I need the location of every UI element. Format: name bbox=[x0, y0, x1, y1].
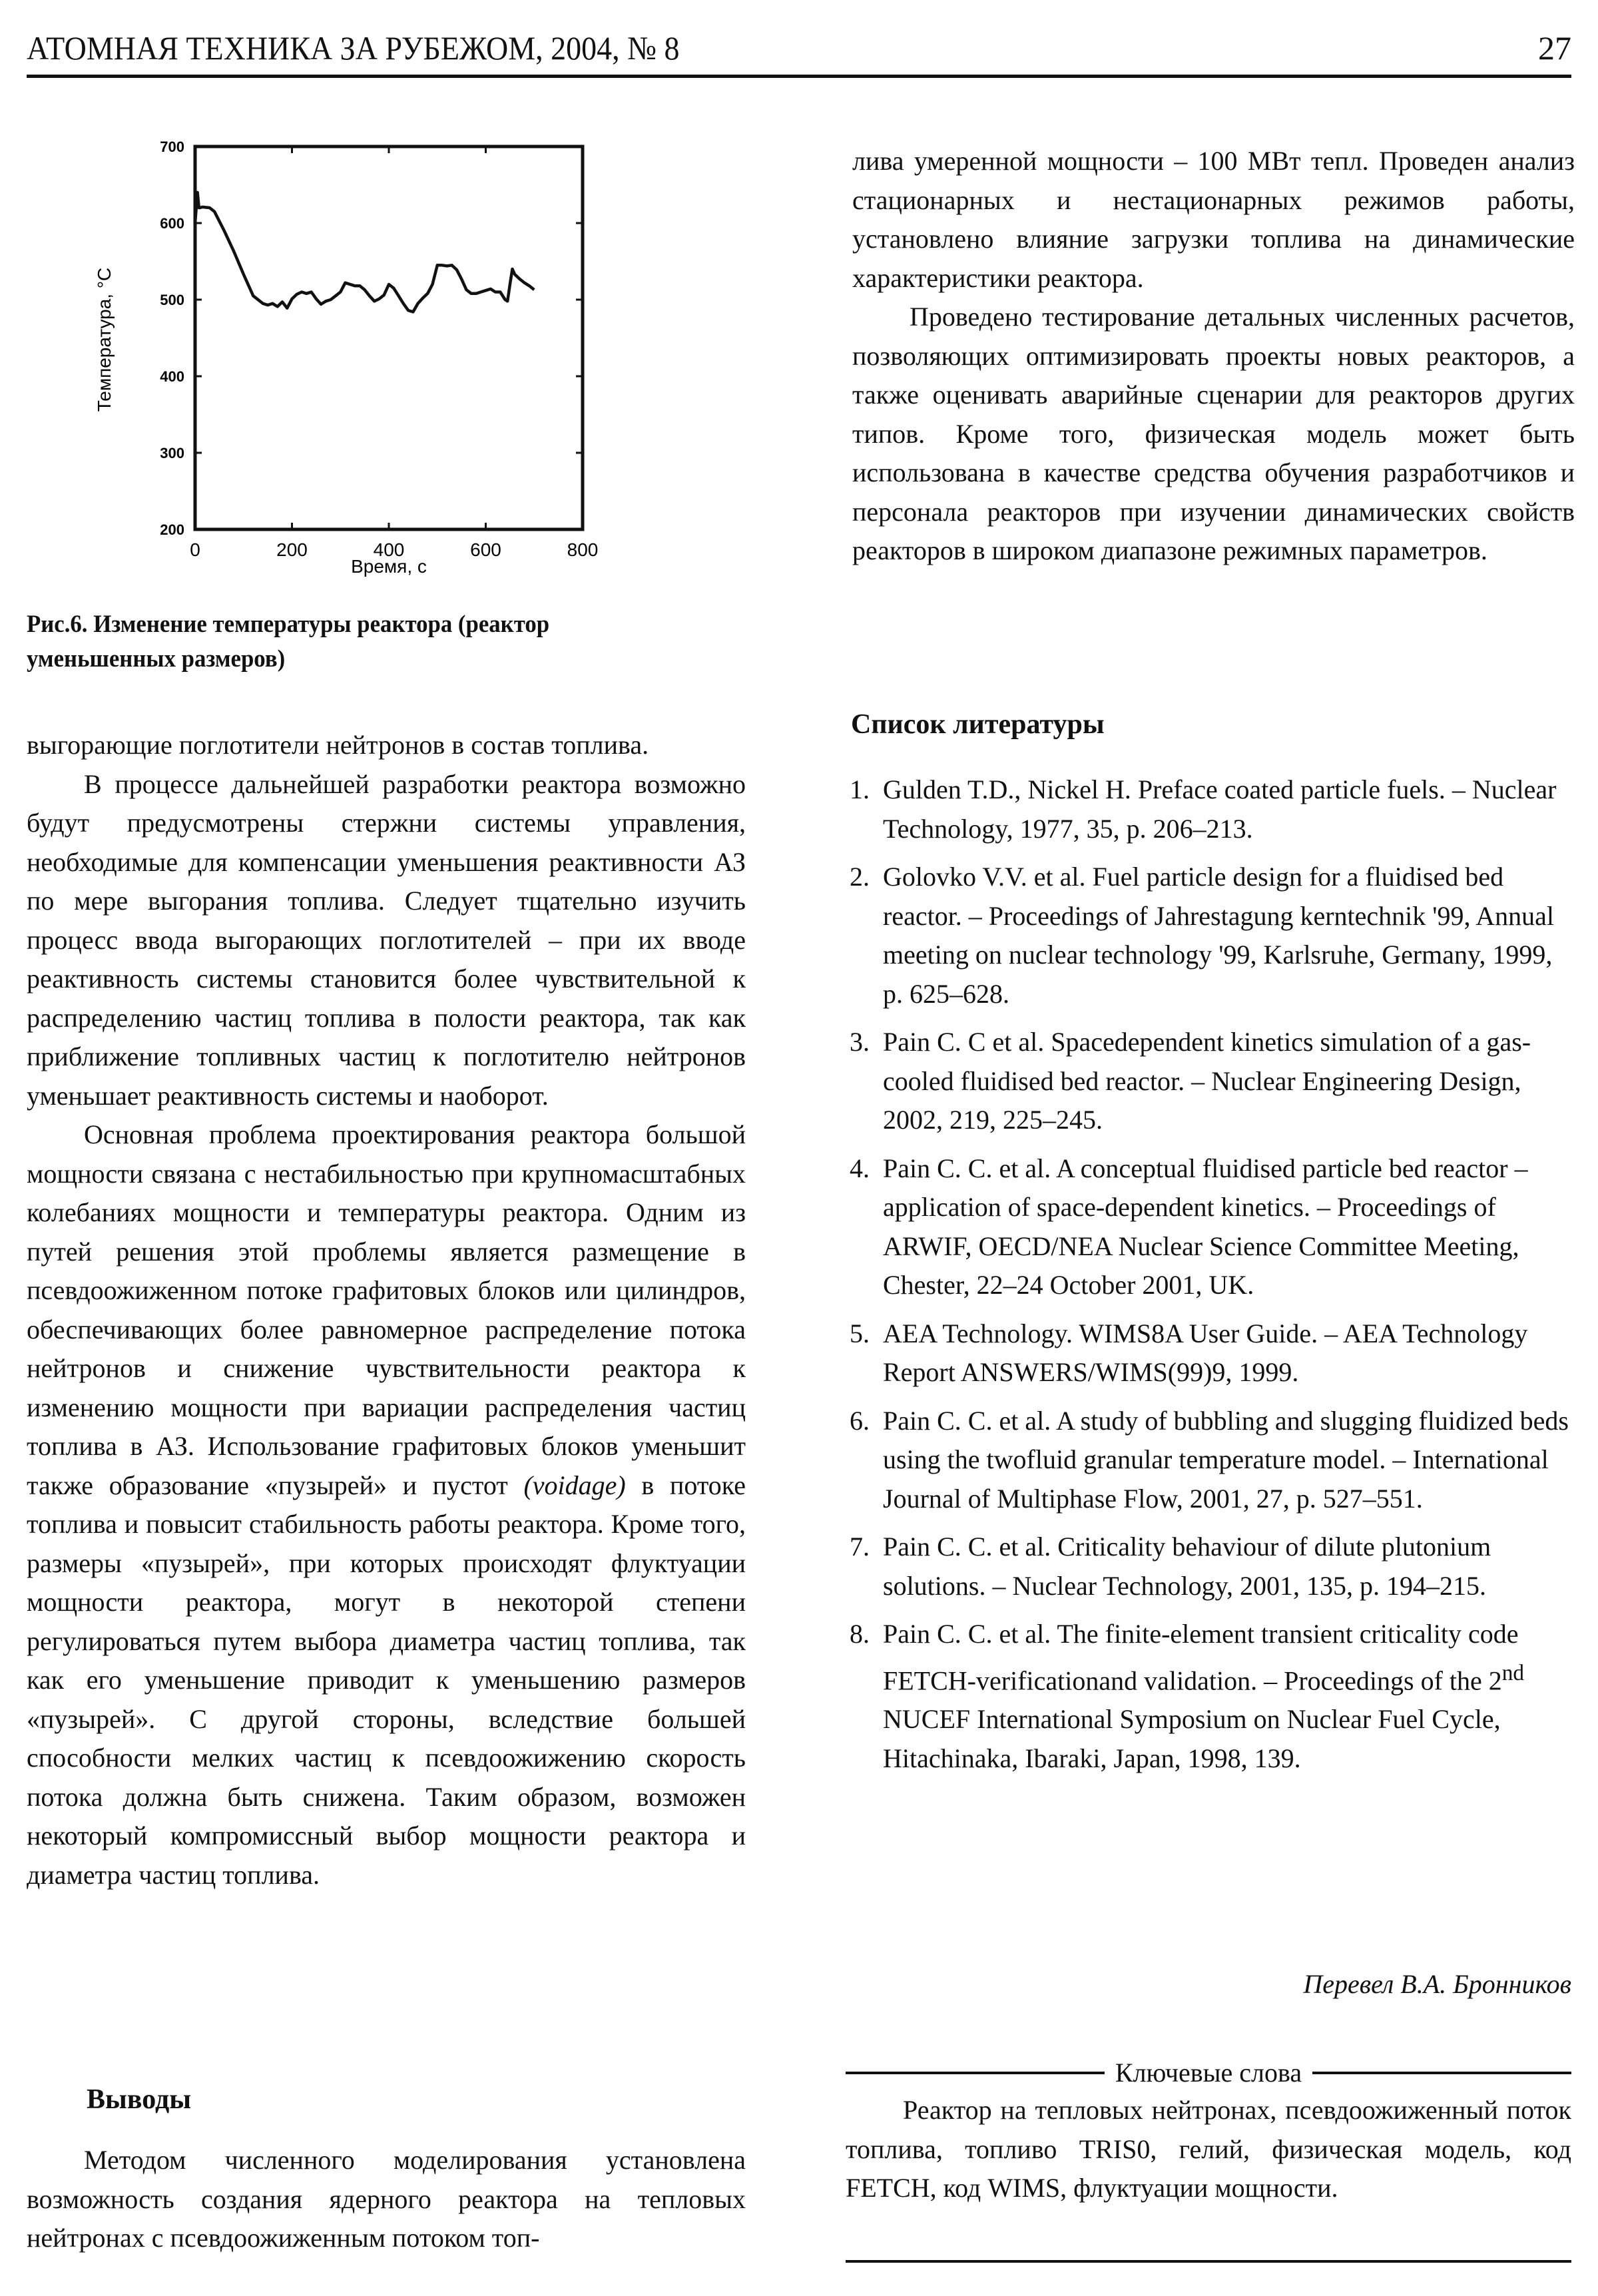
left-column-text bbox=[27, 726, 746, 1894]
y-tick-label: 400 bbox=[160, 368, 184, 385]
reference-item bbox=[850, 770, 1575, 848]
keywords-text: Реактор на тепловых нейтронах, псевдоожиженный поток топлива, топливо TRIS0, гелий, физическая модель, код FETCH, код WIMS, флуктуации мощности. bbox=[846, 2095, 1571, 2203]
journal-title: АТОМНАЯ ТЕХНИКА ЗА РУБЕЖОМ, 2004, № 8 bbox=[27, 29, 680, 67]
keywords-header bbox=[846, 2056, 1571, 2090]
reference-item bbox=[850, 1615, 1575, 1778]
reference-item bbox=[850, 1402, 1575, 1519]
x-tick-label: 800 bbox=[567, 539, 599, 560]
references-list bbox=[850, 770, 1575, 1787]
reference-text: Pain C. C. et al. A study of bubbling and slugging fluidized beds using the twofluid granular temperature model. – International Journal of Multiphase Flow, 2001, 27, p. 527–551. bbox=[883, 1405, 1569, 1514]
x-tick-label: 600 bbox=[470, 539, 501, 560]
reference-item bbox=[850, 1023, 1575, 1140]
divider bbox=[846, 2260, 1571, 2263]
references-heading: Список литературы bbox=[851, 709, 1105, 740]
x-axis-label: Время, с bbox=[351, 556, 427, 577]
divider bbox=[846, 2072, 1105, 2074]
reference-text: NUCEF International Symposium on Nuclear Fuel Cycle, Hitachinaka, Ibaraki, Japan, 1998, 139. bbox=[883, 1704, 1501, 1773]
paragraph: В процессе дальнейшей разработки реактора возможно будут предусмотрены стержни системы управления, необходимые для компенсации уменьшения реактивности АЗ по мере выгорания топлива. Следует тщательно изучить процесс ввода выгорающих поглотителей – при их вводе реактивность системы становится более чувствительной к распределению частиц топлива в полости реактора, так как приближение топливных частиц к поглотителю нейтронов уменьшает реактивность системы и наоборот. bbox=[27, 768, 746, 1111]
conclusions-text bbox=[27, 2141, 746, 2258]
reference-text: Pain C. C. et al. The finite-element transient criticality code FETCH-verificationand validation. – Proceedings of the 2 bbox=[883, 1619, 1519, 1695]
reference-number: 6. bbox=[850, 1405, 870, 1436]
reference-number: 4. bbox=[850, 1153, 870, 1183]
superscript: nd bbox=[1501, 1660, 1525, 1685]
paragraph-text: в потоке топлива и повысит стабильность работы реактора. Кроме того, размеры «пузырей», при которых происходят флуктуации мощности реактора, могут в некоторой степени регулироваться путем выбора диаметра частиц топлива, так как его уменьшение приводит к уменьшению размеров «пузырей». С другой стороны, вследствие большей способности мелких частиц к псевдоожижению скорость потока должна быть снижена. Таким образом, возможен некоторый компромиссный выбор мощности реактора и диаметра частиц топлива. bbox=[27, 1470, 746, 1890]
y-tick-label: 300 bbox=[160, 445, 184, 461]
reference-number: 2. bbox=[850, 862, 870, 892]
translator-credit: Перевел В.А. Бронников bbox=[1303, 1969, 1571, 1999]
x-tick-label: 200 bbox=[276, 539, 308, 560]
paragraph: Проведено тестирование детальных численных расчетов, позволяющих оптимизировать проекты новых реакторов, а также оценивать аварийные сценарии для реакторов других типов. Кроме того, физическая модель может быть использована в качестве средства обучения разработчиков и персонала реакторов при изучении динамических свойств реакторов в широком диапазоне режимных параметров. bbox=[852, 302, 1575, 565]
conclusions-heading: Выводы bbox=[87, 2084, 192, 2115]
y-axis-label: Температура, °С bbox=[94, 267, 115, 412]
right-column-text bbox=[852, 142, 1575, 571]
y-tick-label: 700 bbox=[160, 139, 184, 155]
reference-text: Pain C. C. et al. Criticality behaviour of dilute plutonium solutions. – Nuclear Technology, 2001, 135, p. 194–215. bbox=[883, 1532, 1491, 1601]
reference-text: Pain C. C. et al. A conceptual fluidised particle bed reactor – application of space-dependent kinetics. – Proceedings of ARWIF, OECD/NEA Nuclear Science Committee Meeting, Chester, 22–24 October 2001, UK. bbox=[883, 1153, 1528, 1300]
reference-item bbox=[850, 1149, 1575, 1305]
plot-frame bbox=[195, 146, 583, 529]
reference-item bbox=[850, 858, 1575, 1013]
paragraph: выгорающие поглотители нейтронов в состав топлива. bbox=[27, 730, 649, 760]
figure-caption: Рис.6. Изменение температуры реактора (реактор уменьшенных размеров) bbox=[27, 611, 550, 673]
reference-item bbox=[850, 1314, 1575, 1392]
reference-number: 3. bbox=[850, 1027, 870, 1057]
paragraph bbox=[27, 1115, 746, 1894]
temperature-line bbox=[195, 192, 534, 312]
y-tick-label: 600 bbox=[160, 215, 184, 232]
x-tick-label: 0 bbox=[190, 539, 200, 560]
y-axis-ticks bbox=[160, 139, 583, 538]
reference-item bbox=[850, 1528, 1575, 1605]
running-header bbox=[27, 28, 1571, 75]
keywords-block bbox=[846, 2091, 1571, 2208]
reference-text: Gulden T.D., Nickel H. Preface coated particle fuels. – Nuclear Technology, 1977, 35, p. 206–213. bbox=[883, 774, 1557, 844]
y-tick-label: 200 bbox=[160, 521, 184, 538]
reference-number: 5. bbox=[850, 1318, 870, 1348]
keywords-title: Ключевые слова bbox=[1115, 2058, 1302, 2088]
chart-svg bbox=[80, 133, 626, 577]
page-number: 27 bbox=[1538, 29, 1571, 67]
paragraph: Методом численного моделирования установлена возможность создания ядерного реактора на тепловых нейтронах с псевдоожиженным потоком топ- bbox=[27, 2145, 746, 2253]
reference-number: 8. bbox=[850, 1619, 870, 1649]
x-axis-ticks bbox=[190, 146, 598, 560]
y-tick-label: 500 bbox=[160, 292, 184, 308]
reference-number: 7. bbox=[850, 1532, 870, 1562]
paragraph: лива умеренной мощности – 100 МВт тепл. Проведен анализ стационарных и нестационарных режимов работы, установлено влияние загрузки топлива на динамические характеристики реактора. bbox=[852, 146, 1575, 293]
reference-text: AEA Technology. WIMS8A User Guide. – AEA Technology Report ANSWERS/WIMS(99)9, 1999. bbox=[883, 1318, 1528, 1387]
divider bbox=[1312, 2072, 1571, 2074]
paragraph-text: Основная проблема проектирования реактора большой мощности связана с нестабильностью при крупномасштабных колебаниях мощности и температуры реактора. Одним из путей решения этой проблемы является размещение в псевдоожиженном потоке графитовых блоков или цилиндров, обеспечивающих более равномерное распределение потока нейтронов и снижение чувствительности реактора к изменению мощности при вариации распределения частиц топлива в АЗ. Использование графитовых блоков уменьшит также образование «пузырей» и пустот bbox=[27, 1119, 746, 1500]
reference-text: Golovko V.V. et al. Fuel particle design for a fluidised bed reactor. – Proceedings of Jahrestagung kerntechnik '99, Annual meeting on nuclear technology '99, Karlsruhe, Germany, 1999, p. 625–628. bbox=[883, 862, 1555, 1009]
reference-number: 1. bbox=[850, 774, 870, 804]
header-rule bbox=[27, 75, 1571, 78]
temperature-chart bbox=[80, 133, 626, 577]
reference-text: Pain C. C et al. Spacedependent kinetics simulation of a gas-cooled fluidised bed reactor. – Nuclear Engineering Design, 2002, 219, 225–245. bbox=[883, 1027, 1531, 1135]
italic-term: (voidage) bbox=[523, 1470, 626, 1500]
x-tick-label: 400 bbox=[373, 539, 405, 560]
